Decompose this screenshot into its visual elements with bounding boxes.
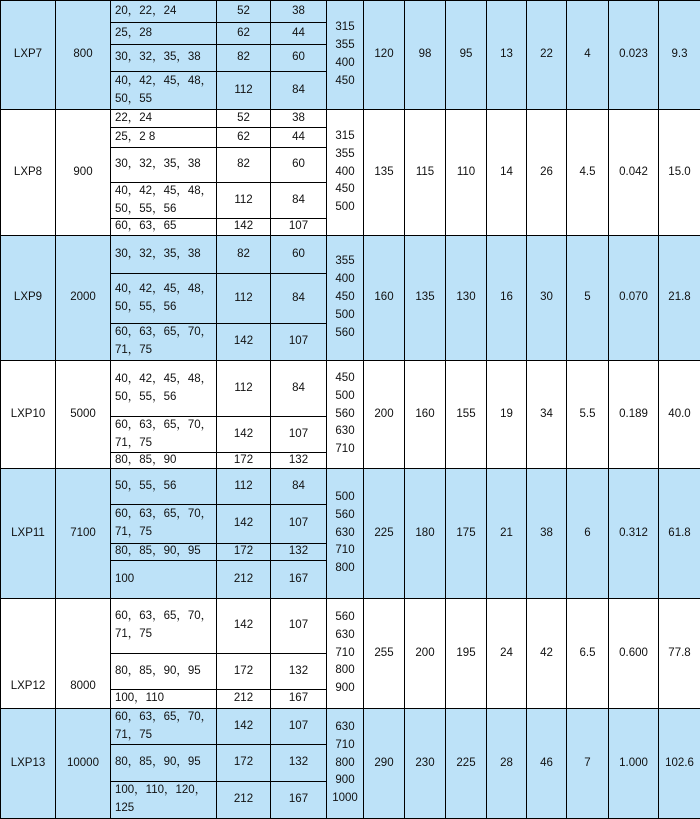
spec-value-cell: 200 [404, 598, 446, 709]
length-l2-cell: 84 [270, 182, 327, 219]
bore-diameter-cell: 80，85，90，95 [110, 744, 217, 782]
spec-value-cell: 6.5 [566, 598, 609, 709]
spec-value-cell: 120 [363, 0, 405, 110]
spec-value-cell: 225 [363, 468, 405, 599]
spec-value-cell: 160 [404, 360, 446, 469]
spec-value-cell: 130 [445, 235, 487, 361]
bore-diameter-cell: 22，24 [110, 109, 217, 128]
spec-value-cell: 225 [445, 708, 487, 819]
flange-diameter-cell: 315 355 400 450 500 [326, 109, 364, 236]
spec-value-cell: 5 [566, 235, 609, 361]
bore-diameter-cell: 60，63，65，70，71，75 [110, 416, 217, 453]
spec-value-cell: 135 [363, 109, 405, 236]
spec-value-cell: 98 [404, 0, 446, 110]
bore-diameter-cell: 30，32，35，38 [110, 235, 217, 274]
flange-diameter-cell: 450 500 560 630 710 [326, 360, 364, 469]
bore-diameter-cell: 80，85，90 [110, 452, 217, 469]
bore-diameter-cell: 60，63，65 [110, 218, 217, 236]
spec-value-cell: 0.042 [608, 109, 659, 236]
bore-diameter-cell: 60，63，65，70，71，75 [110, 598, 217, 654]
spec-value-cell: 22 [526, 0, 567, 110]
torque-cell: 900 [55, 109, 111, 236]
spec-value-cell: 0.600 [608, 598, 659, 709]
length-l1-cell: 112 [216, 273, 271, 324]
spec-value-cell: 13 [486, 0, 527, 110]
spec-value-cell: 9.3 [658, 0, 700, 110]
spec-value-cell: 0.312 [608, 468, 659, 599]
length-l1-cell: 212 [216, 560, 271, 599]
length-l1-cell: 62 [216, 127, 271, 148]
bore-diameter-cell: 80，85，90，95 [110, 653, 217, 690]
torque-cell: 5000 [55, 360, 111, 469]
spec-value-cell: 6 [566, 468, 609, 599]
length-l2-cell: 107 [270, 708, 327, 745]
length-l2-cell: 84 [270, 468, 327, 505]
flange-diameter-cell: 355 400 450 500 560 [326, 235, 364, 361]
model-cell: LXP9 [0, 235, 56, 361]
bore-diameter-cell: 50，55，56 [110, 468, 217, 505]
length-l1-cell: 112 [216, 360, 271, 417]
model-cell: LXP7 [0, 0, 56, 110]
spec-value-cell: 14 [486, 109, 527, 236]
spec-value-cell: 115 [404, 109, 446, 236]
length-l2-cell: 84 [270, 360, 327, 417]
torque-cell: 2000 [55, 235, 111, 361]
length-l1-cell: 142 [216, 323, 271, 361]
spec-value-cell: 290 [363, 708, 405, 819]
model-cell: LXP13 [0, 708, 56, 819]
bore-diameter-cell: 40，42，45，48，50，55，56 [110, 360, 217, 417]
spec-value-cell: 19 [486, 360, 527, 469]
spec-value-cell: 38 [526, 468, 567, 599]
flange-diameter-cell: 500 560 630 710 800 [326, 468, 364, 599]
spec-value-cell: 180 [404, 468, 446, 599]
spec-value-cell: 21.8 [658, 235, 700, 361]
length-l2-cell: 132 [270, 744, 327, 782]
length-l1-cell: 112 [216, 71, 271, 110]
bore-diameter-cell: 30，32，35，38 [110, 44, 217, 72]
length-l1-cell: 142 [216, 708, 271, 745]
length-l2-cell: 60 [270, 235, 327, 274]
length-l2-cell: 167 [270, 781, 327, 819]
model-cell: LXP12 [0, 598, 56, 709]
length-l2-cell: 132 [270, 653, 327, 690]
spec-value-cell: 0.189 [608, 360, 659, 469]
length-l1-cell: 142 [216, 598, 271, 654]
torque-cell: 8000 [55, 598, 111, 709]
spec-value-cell: 95 [445, 0, 487, 110]
spec-value-cell: 40.0 [658, 360, 700, 469]
bore-diameter-cell: 100，110 [110, 689, 217, 709]
spec-value-cell: 0.070 [608, 235, 659, 361]
length-l2-cell: 84 [270, 273, 327, 324]
length-l2-cell: 107 [270, 598, 327, 654]
spec-value-cell: 34 [526, 360, 567, 469]
length-l1-cell: 172 [216, 452, 271, 469]
length-l1-cell: 62 [216, 22, 271, 45]
spec-value-cell: 200 [363, 360, 405, 469]
length-l1-cell: 112 [216, 182, 271, 219]
spec-value-cell: 30 [526, 235, 567, 361]
spec-value-cell: 255 [363, 598, 405, 709]
bore-diameter-cell: 60，63，65，70，71，75 [110, 708, 217, 745]
spec-value-cell: 24 [486, 598, 527, 709]
bore-diameter-cell: 100 [110, 560, 217, 599]
spec-value-cell: 175 [445, 468, 487, 599]
bore-diameter-cell: 30，32，35，38 [110, 147, 217, 183]
spec-value-cell: 4.5 [566, 109, 609, 236]
spec-value-cell: 7 [566, 708, 609, 819]
spec-value-cell: 42 [526, 598, 567, 709]
length-l1-cell: 82 [216, 147, 271, 183]
spec-value-cell: 61.8 [658, 468, 700, 599]
spec-value-cell: 4 [566, 0, 609, 110]
length-l2-cell: 60 [270, 147, 327, 183]
spec-value-cell: 135 [404, 235, 446, 361]
bore-diameter-cell: 60，63，65，70，71，75 [110, 323, 217, 361]
torque-cell: 7100 [55, 468, 111, 599]
bore-diameter-cell: 60，63，65，70，71，75 [110, 504, 217, 544]
length-l2-cell: 167 [270, 560, 327, 599]
model-cell: LXP11 [0, 468, 56, 599]
flange-diameter-cell: 560 630 710 800 900 [326, 598, 364, 709]
length-l2-cell: 132 [270, 543, 327, 561]
spec-value-cell: 102.6 [658, 708, 700, 819]
length-l1-cell: 212 [216, 781, 271, 819]
flange-diameter-cell: 630 710 800 900 1000 [326, 708, 364, 819]
spec-value-cell: 230 [404, 708, 446, 819]
model-cell: LXP10 [0, 360, 56, 469]
length-l2-cell: 60 [270, 44, 327, 72]
bore-diameter-cell: 100，110，120，125 [110, 781, 217, 819]
length-l2-cell: 107 [270, 416, 327, 453]
model-cell: LXP8 [0, 109, 56, 236]
bore-diameter-cell: 25，2 8 [110, 127, 217, 148]
length-l1-cell: 82 [216, 235, 271, 274]
spec-value-cell: 160 [363, 235, 405, 361]
spec-value-cell: 15.0 [658, 109, 700, 236]
spec-value-cell: 1.000 [608, 708, 659, 819]
spec-value-cell: 28 [486, 708, 527, 819]
length-l2-cell: 107 [270, 218, 327, 236]
spec-value-cell: 46 [526, 708, 567, 819]
bore-diameter-cell: 40，42，45，48，50，55，56 [110, 273, 217, 324]
spec-value-cell: 77.8 [658, 598, 700, 709]
bore-diameter-cell: 40，42，45，48，50，55，56 [110, 182, 217, 219]
length-l2-cell: 44 [270, 22, 327, 45]
length-l2-cell: 38 [270, 0, 327, 23]
length-l2-cell: 167 [270, 689, 327, 709]
bore-diameter-cell: 25，28 [110, 22, 217, 45]
spec-value-cell: 155 [445, 360, 487, 469]
bore-diameter-cell: 20，22，24 [110, 0, 217, 23]
length-l2-cell: 107 [270, 323, 327, 361]
length-l1-cell: 52 [216, 109, 271, 128]
spec-value-cell: 5.5 [566, 360, 609, 469]
length-l2-cell: 132 [270, 452, 327, 469]
spec-value-cell: 16 [486, 235, 527, 361]
length-l2-cell: 38 [270, 109, 327, 128]
length-l2-cell: 44 [270, 127, 327, 148]
torque-cell: 800 [55, 0, 111, 110]
length-l2-cell: 107 [270, 504, 327, 544]
length-l2-cell: 84 [270, 71, 327, 110]
length-l1-cell: 112 [216, 468, 271, 505]
spec-value-cell: 21 [486, 468, 527, 599]
torque-cell: 10000 [55, 708, 111, 819]
length-l1-cell: 172 [216, 744, 271, 782]
length-l1-cell: 212 [216, 689, 271, 709]
spec-value-cell: 0.023 [608, 0, 659, 110]
length-l1-cell: 142 [216, 504, 271, 544]
bore-diameter-cell: 40，42，45，48，50，55 [110, 71, 217, 110]
length-l1-cell: 142 [216, 416, 271, 453]
bore-diameter-cell: 80，85，90，95 [110, 543, 217, 561]
flange-diameter-cell: 315 355 400 450 [326, 0, 364, 110]
spec-value-cell: 26 [526, 109, 567, 236]
length-l1-cell: 172 [216, 653, 271, 690]
length-l1-cell: 52 [216, 0, 271, 23]
spec-value-cell: 195 [445, 598, 487, 709]
length-l1-cell: 142 [216, 218, 271, 236]
spec-value-cell: 110 [445, 109, 487, 236]
length-l1-cell: 82 [216, 44, 271, 72]
length-l1-cell: 172 [216, 543, 271, 561]
